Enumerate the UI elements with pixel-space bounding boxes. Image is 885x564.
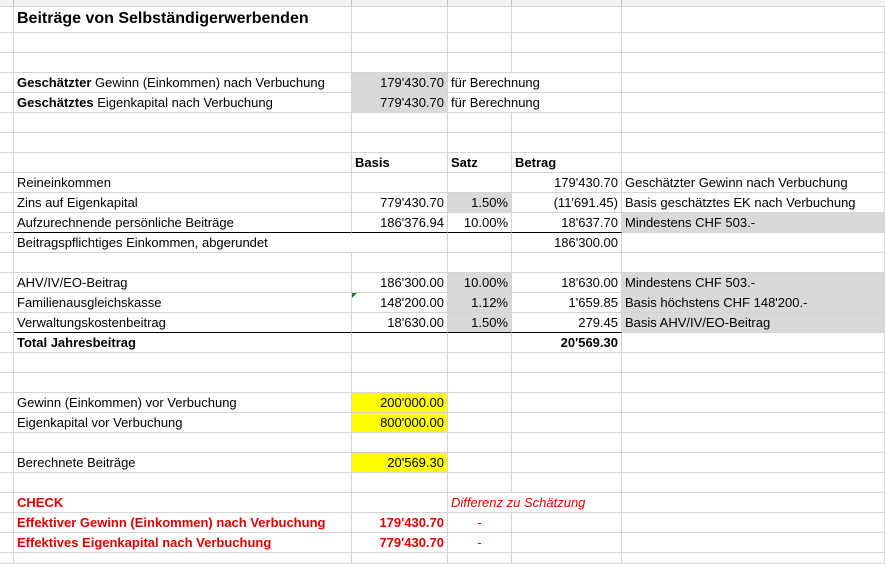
column-header-divider (511, 0, 512, 6)
table-row-betrag[interactable]: 279.45 (512, 313, 622, 333)
table-row-satz[interactable]: 10.00% (448, 273, 512, 293)
table-row-satz[interactable]: 1.50% (448, 193, 512, 213)
effective-equity-diff[interactable]: - (448, 533, 512, 553)
difference-label[interactable]: Differenz zu Schätzung (448, 493, 622, 513)
column-header-divider (447, 0, 448, 6)
table-row-basis[interactable]: 186'300.00 (352, 273, 448, 293)
table-row-satz[interactable]: 1.12% (448, 293, 512, 313)
equity-before-input[interactable]: 800'000.00 (352, 413, 448, 433)
row-reineinkommen (0, 173, 885, 193)
table-row-note[interactable] (622, 233, 885, 253)
column-header-divider (351, 0, 352, 6)
table-row-label[interactable]: Zins auf Eigenkapital (14, 193, 352, 213)
column-header-divider (621, 0, 622, 6)
column-header-divider (13, 0, 14, 6)
estimated-profit-label[interactable]: Geschätzter Gewinn (Einkommen) nach Verbuchung (14, 73, 352, 93)
calculated-contributions-label[interactable]: Berechnete Beiträge (14, 453, 352, 473)
row-empty (0, 33, 885, 53)
profit-before-label[interactable]: Gewinn (Einkommen) vor Verbuchung (14, 393, 352, 413)
row-empty (0, 473, 885, 493)
table-row-note[interactable]: Mindestens CHF 503.- (622, 213, 885, 233)
header-basis[interactable]: Basis (352, 153, 448, 173)
row-beitragspflichtiges-einkommen (0, 233, 885, 253)
row-title (0, 7, 885, 33)
row-empty (0, 433, 885, 453)
table-row-label[interactable]: AHV/IV/EO-Beitrag (14, 273, 352, 293)
effective-profit-value[interactable]: 179'430.70 (352, 513, 448, 533)
estimated-profit-note[interactable]: für Berechnung (448, 73, 622, 93)
table-row-basis[interactable]: 18'630.00 (352, 313, 448, 333)
calculated-contributions-input[interactable]: 20'569.30 (352, 453, 448, 473)
table-row-label[interactable]: Familienausgleichskasse (14, 293, 352, 313)
table-row-betrag[interactable]: (11'691.45) (512, 193, 622, 213)
table-row-satz[interactable]: 10.00% (448, 213, 512, 233)
row-calculated-contributions (0, 453, 885, 473)
row-ahv (0, 273, 885, 293)
row-effective-equity (0, 533, 885, 553)
table-row-note[interactable]: Mindestens CHF 503.- (622, 273, 885, 293)
header-betrag[interactable]: Betrag (512, 153, 622, 173)
table-row-betrag[interactable]: 186'300.00 (512, 233, 622, 253)
row-aufzurechnende-beitraege (0, 213, 885, 233)
table-row-basis[interactable] (352, 173, 448, 193)
table-row-satz[interactable] (448, 173, 512, 193)
table-row-satz[interactable]: 1.50% (448, 313, 512, 333)
comment-indicator-icon[interactable] (352, 293, 357, 298)
sheet-title[interactable]: Beiträge von Selbständigerwerbenden (14, 7, 352, 33)
row-zins-eigenkapital (0, 193, 885, 213)
table-row-betrag[interactable]: 1'659.85 (512, 293, 622, 313)
table-row-note[interactable]: Basis höchstens CHF 148'200.- (622, 293, 885, 313)
row-familienausgleichskasse (0, 293, 885, 313)
table-row-label[interactable]: Reineinkommen (14, 173, 352, 193)
effective-profit-label[interactable]: Effektiver Gewinn (Einkommen) nach Verbuchung (14, 513, 352, 533)
estimated-equity-label[interactable]: Geschätztes Eigenkapital nach Verbuchung (14, 93, 352, 113)
effective-equity-label[interactable]: Effektives Eigenkapital nach Verbuchung (14, 533, 352, 553)
row-equity-before (0, 413, 885, 433)
row-total (0, 333, 885, 353)
table-row-note[interactable]: Basis AHV/IV/EO-Beitrag (622, 313, 885, 333)
table-row-betrag[interactable]: 18'637.70 (512, 213, 622, 233)
row-empty (0, 373, 885, 393)
table-row-label[interactable]: Aufzurechnende persönliche Beiträge (14, 213, 352, 233)
row-verwaltungskosten (0, 313, 885, 333)
profit-before-input[interactable]: 200'000.00 (352, 393, 448, 413)
table-row-label[interactable]: Beitragspflichtiges Einkommen, abgerundet (14, 233, 448, 253)
table-row-betrag[interactable]: 179'430.70 (512, 173, 622, 193)
row-empty (0, 353, 885, 373)
header-satz[interactable]: Satz (448, 153, 512, 173)
row-empty (0, 553, 885, 564)
estimated-equity-note[interactable]: für Berechnung (448, 93, 622, 113)
table-row-betrag[interactable]: 18'630.00 (512, 273, 622, 293)
row-empty (0, 133, 885, 153)
estimated-equity-value[interactable]: 779'430.70 (352, 93, 448, 113)
total-label[interactable]: Total Jahresbeitrag (14, 333, 352, 353)
row-estimated-equity (0, 93, 885, 113)
table-row-label[interactable]: Verwaltungskostenbeitrag (14, 313, 352, 333)
total-value[interactable]: 20'569.30 (512, 333, 622, 353)
effective-equity-value[interactable]: 779'430.70 (352, 533, 448, 553)
row-table-header (0, 153, 885, 173)
row-effective-profit (0, 513, 885, 533)
table-row-note[interactable]: Basis geschätztes EK nach Verbuchung (622, 193, 885, 213)
row-estimated-profit (0, 73, 885, 93)
column-header-strip (0, 0, 885, 7)
estimated-profit-value[interactable]: 179'430.70 (352, 73, 448, 93)
table-row-note[interactable]: Geschätzter Gewinn nach Verbuchung (622, 173, 885, 193)
table-row-basis[interactable]: 148'200.00 (352, 293, 448, 313)
check-label[interactable]: CHECK (14, 493, 352, 513)
table-row-basis[interactable]: 779'430.70 (352, 193, 448, 213)
equity-before-label[interactable]: Eigenkapital vor Verbuchung (14, 413, 352, 433)
row-profit-before (0, 393, 885, 413)
row-empty (0, 113, 885, 133)
effective-profit-diff[interactable]: - (448, 513, 512, 533)
table-row-basis[interactable]: 186'376.94 (352, 213, 448, 233)
row-check (0, 493, 885, 513)
row-empty (0, 53, 885, 73)
row-empty (0, 253, 885, 273)
